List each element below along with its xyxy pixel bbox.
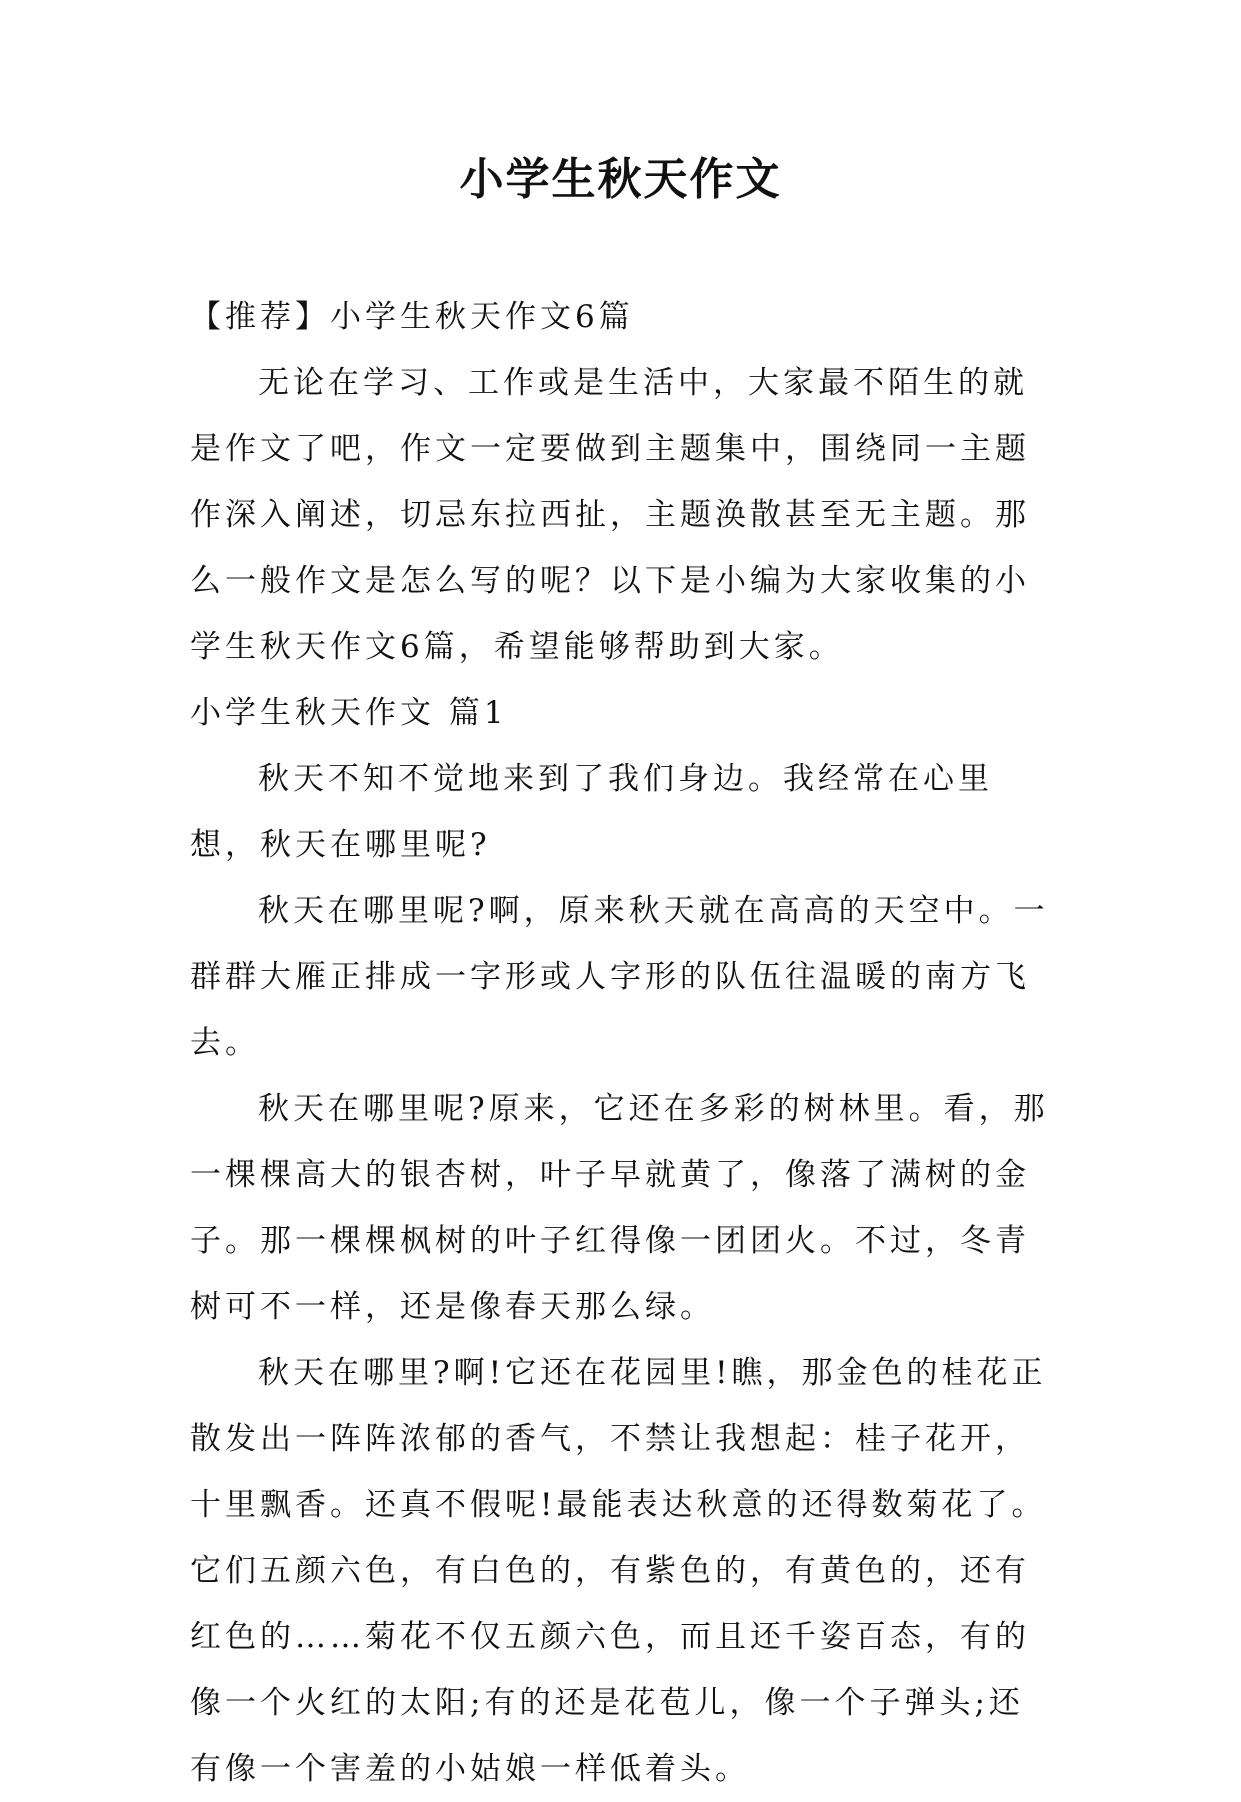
paragraph: 秋天不知不觉地来到了我们身边。我经常在心里想，秋天在哪里呢? — [190, 761, 993, 863]
document-body — [190, 284, 1050, 1802]
paragraph: 秋天在哪里呢?原来，它还在多彩的树林里。看，那一棵棵高大的银杏树，叶子早就黄了，像落了满树的金子。那一棵棵枫树的叶子红得像一团团火。不过，冬青树可不一样，还是像春天那么绿。 — [190, 1091, 1049, 1325]
paragraph-section-heading: 小学生秋天作文 篇1 — [190, 695, 508, 731]
paragraph-intro: 无论在学习、工作或是生活中，大家最不陌生的就是作文了吧，作文一定要做到主题集中，围绕同一主题作深入阐述，切忌东拉西扯，主题涣散甚至无主题。那么一般作文是怎么写的呢？以下是小编为大家收集的小学生秋天作文6篇，希望能够帮助到大家。 — [190, 365, 1030, 665]
paragraph-heading-recommend: 【推荐】小学生秋天作文6篇 — [190, 299, 634, 335]
document-title: 小学生秋天作文 — [459, 154, 782, 205]
paragraph: 秋天在哪里?啊!它还在花园里!瞧，那金色的桂花正散发出一阵阵浓郁的香气，不禁让我想起：桂子花开，十里飘香。还真不假呢!最能表达秋意的还得数菊花了。它们五颜六色，有白色的，有紫色的，有黄色的，还有红色的……菊花不仅五颜六色，而且还千姿百态，有的像一个火红的太阳;有的还是花苞儿，像一个子弹头;还有像一个害羞的小姑娘一样低着头。 — [190, 1355, 1047, 1787]
paragraph: 秋天在哪里呢?啊，原来秋天就在高高的天空中。一群群大雁正排成一字形或人字形的队伍往温暖的南方飞去。 — [190, 893, 1049, 1061]
